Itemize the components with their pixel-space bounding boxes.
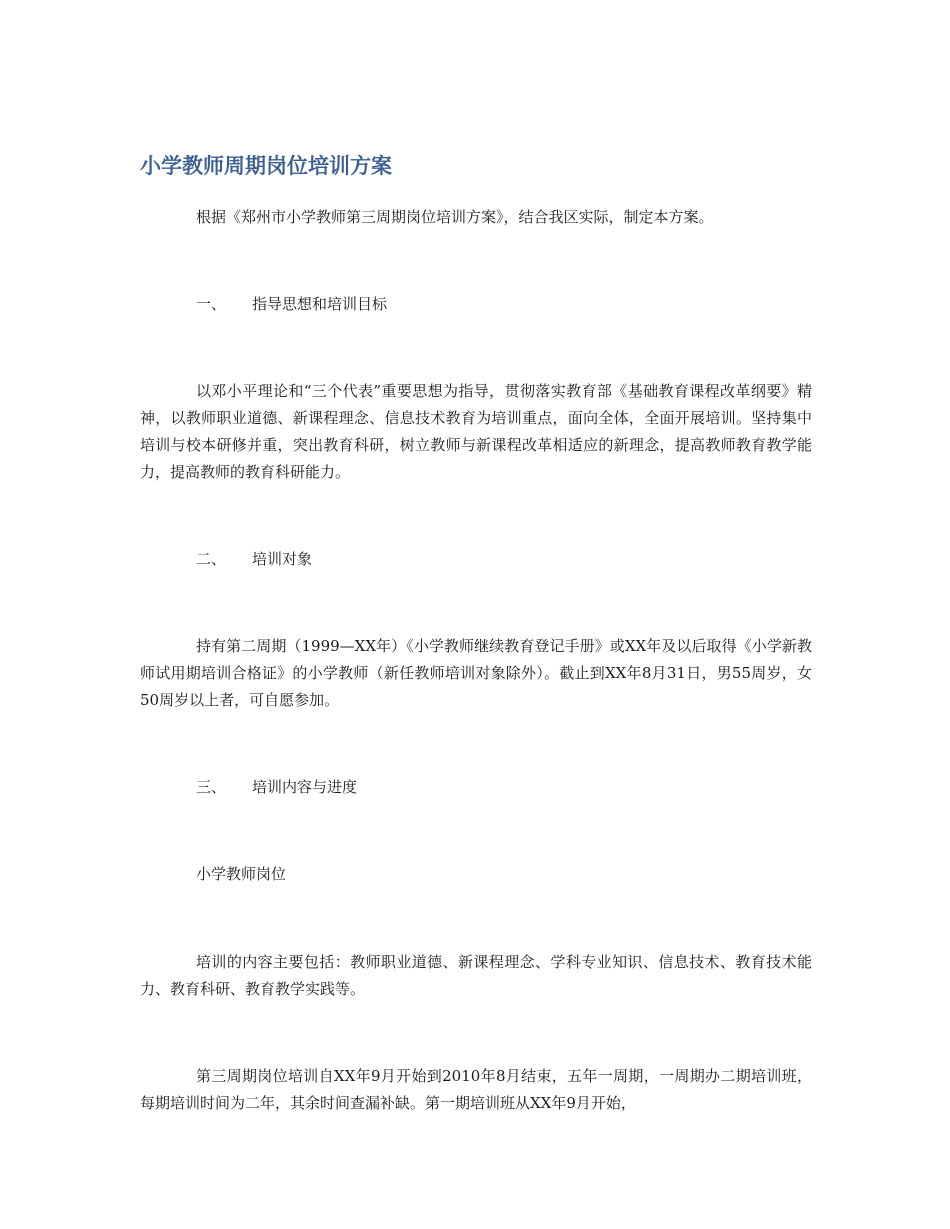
section-body-1: 以邓小平理论和“三个代表”重要思想为指导，贯彻落实教育部《基础教育课程改革纲要》精神，以教师职业道德、新课程理念、信息技术教育为培训重点，面向全体，全面开展培训。坚持集中培训与校本研修并重，突出教育科研，树立教师与新课程改革相适应的新理念，提高教师教育教学能力，提高教师的教育科研能力。 (140, 382, 812, 481)
section-title-3: 培训内容与进度 (252, 778, 358, 796)
section-heading-2 (196, 546, 312, 573)
document-title: 小学教师周期岗位培训方案 (140, 154, 392, 178)
section-number-2: 二、 (196, 550, 227, 568)
section-title-2: 培训对象 (252, 550, 313, 568)
section-heading-1 (196, 291, 387, 318)
section-body-2: 持有第二周期（1999—XX年）《小学教师继续教育登记手册》或XX年及以后取得《小学新教师试用期培训合格证》的小学教师（新任教师培训对象除外）。截止到XX年8月31日，男55周岁，女50周岁以上者，可自愿参加。 (140, 637, 812, 709)
intro-paragraph: 根据《郑州市小学教师第三周期岗位培训方案》，结合我区实际，制定本方案。 (196, 208, 714, 226)
section-heading-3 (196, 774, 357, 801)
section-body-3b: 第三周期岗位培训自XX年9月开始到2010年8月结束，五年一周期，一周期办二期培训班，每期培训时间为二年，其余时间查漏补缺。第一期培训班从XX年9月开始， (140, 1067, 812, 1112)
section-title-1: 指导思想和培训目标 (252, 295, 388, 313)
section-body-3a: 培训的内容主要包括：教师职业道德、新课程理念、学科专业知识、信息技术、教育技术能力、教育科研、教育教学实践等。 (140, 953, 812, 998)
section-number-3: 三、 (196, 778, 227, 796)
section-subheading-3: 小学教师岗位 (196, 865, 287, 883)
section-number-1: 一、 (196, 295, 227, 313)
